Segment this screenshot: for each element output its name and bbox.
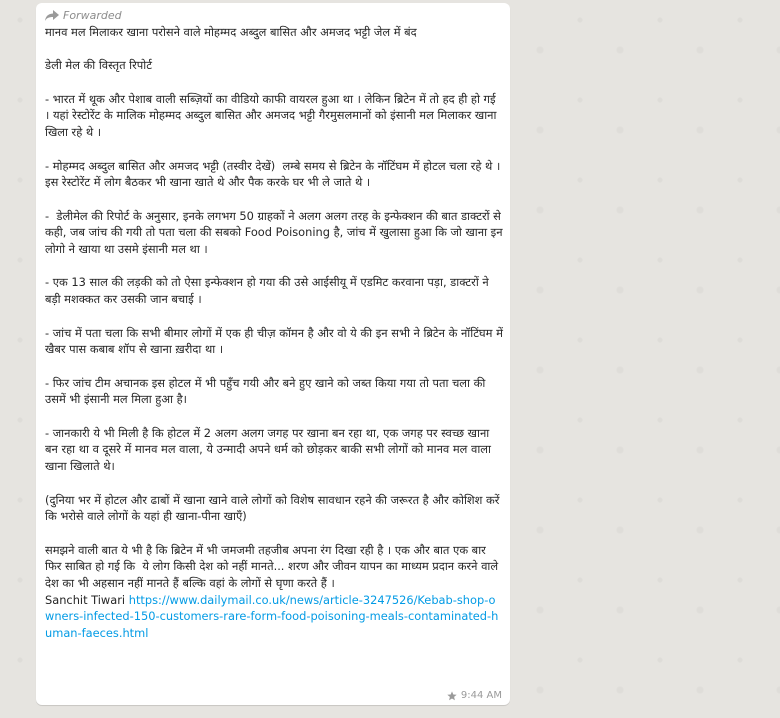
- message-text: [45, 24, 507, 642]
- message-paragraph: (दुनिया भर में होटल और ढाबों में खाना खाने वाले लोगों को विशेष सावधान रहने की जरूरत है और कोशिश करें कि भरोसे वाले लोगों के यहां ही खाना-पीना खाएँ): [45, 492, 504, 524]
- message-bubble[interactable]: [36, 3, 510, 705]
- message-paragraph: डेली मेल की विस्तृत रिपोर्ट: [45, 58, 152, 73]
- star-icon[interactable]: [447, 691, 457, 701]
- forwarded-indicator: [45, 9, 503, 22]
- message-paragraph: - भारत में थूक और पेशाब वाली सब्ज़ियों का वीडियो काफी वायरल हुआ था । लेकिन ब्रिटेन में तो हद ही हो गई । यहां रेस्टोरेंट के मालिक मोहम्मद अब्दुल बासित और अमजद भट्टी गैरमुसलमानों को इंसानी मल मिलाकर खाना खिला रहे थे ।: [45, 91, 501, 140]
- forwarded-label: Forwarded: [63, 9, 122, 22]
- message-paragraph: - जांच में पता चला कि सभी बीमार लोगों में एक ही चीज़ कॉमन है और वो ये की इन सभी ने ब्रिटेन के नॉटिंघम में खैबर पास कबाब शॉप से खाना ख़रीदा था ।: [45, 325, 507, 357]
- message-meta: [447, 690, 502, 701]
- forwarded-arrow-icon: [45, 10, 59, 21]
- message-paragraph: - मोहम्मद अब्दुल बासित और अमजद भट्टी (तस्वीर देखें) लम्बे समय से ब्रिटेन के नॉटिंघम में होटल चला रहे थे । इस रेस्टोरेंट में लोग बैठकर भी खाना खाते थे और पैक करके घर भी ले जाते थे ।: [45, 158, 504, 190]
- message-paragraph: - एक 13 साल की लड़की को तो ऐसा इन्फेक्शन हो गया की उसे आईसीयू में एडमिट करवाना पड़ा, डाक्टरों ने बड़ी मशक्कत कर उसकी जान बचाई ।: [45, 275, 493, 307]
- message-paragraph: समझने वाली बात ये भी है कि ब्रिटेन में भी जमजमी तहजीब अपना रंग दिखा रही है । एक और बात एक बार फिर साबित हो गई कि ये लोग किसी देश को नहीं मानते... शरण और जीवन यापन का माध्यम प्रदान करने वाले देश का भी अहसान नहीं मानते हैं बल्कि वहां के लोगों से घृणा करते हैं ।: [45, 542, 502, 591]
- message-footer: [45, 592, 503, 642]
- article-link[interactable]: https://www.dailymail.co.uk/news/article-3247526/Kebab-shop-owners-infected-150-customers-rare-form-food-poisoning-meals-contaminated-human-faeces.html: [45, 592, 499, 641]
- message-paragraph: - फिर जांच टीम अचानक इस होटल में भी पहुँच गयी और बने हुए खाने को जब्त किया गया तो पता चला की उसमें भी इंसानी मल मिला हुआ है।: [45, 375, 489, 407]
- author-name: Sanchit Tiwari: [45, 592, 126, 607]
- message-paragraph: - डेलीमेल की रिपोर्ट के अनुसार, इनके लगभग 50 ग्राहकों ने अलग अलग तरह के इन्फेक्शन की बात डाक्टरों से कही, जब जांच की गयी तो पता चला की सबको Food Poisoning है, जांच में खुलासा हुआ कि जो खाना इन लोगो ने खाया था उसमे इंसानी मल था ।: [45, 208, 507, 257]
- message-paragraph: मानव मल मिलाकर खाना परोसने वाले मोहम्मद अब्दुल बासित और अमजद भट्टी जेल में बंद: [45, 25, 417, 39]
- message-paragraph: - जानकारी ये भी मिली है कि होटल में 2 अलग अलग जगह पर खाना बन रहा था, एक जगह पर स्वच्छ खाना बन रहा था व दूसरे में मानव मल वाला, ये उन्मादी अपने धर्म को छोड़कर बाकी सभी लोगों को मानव मल वाला खाना खिलाते थे।: [45, 425, 495, 474]
- message-time: 9:44 AM: [460, 690, 502, 701]
